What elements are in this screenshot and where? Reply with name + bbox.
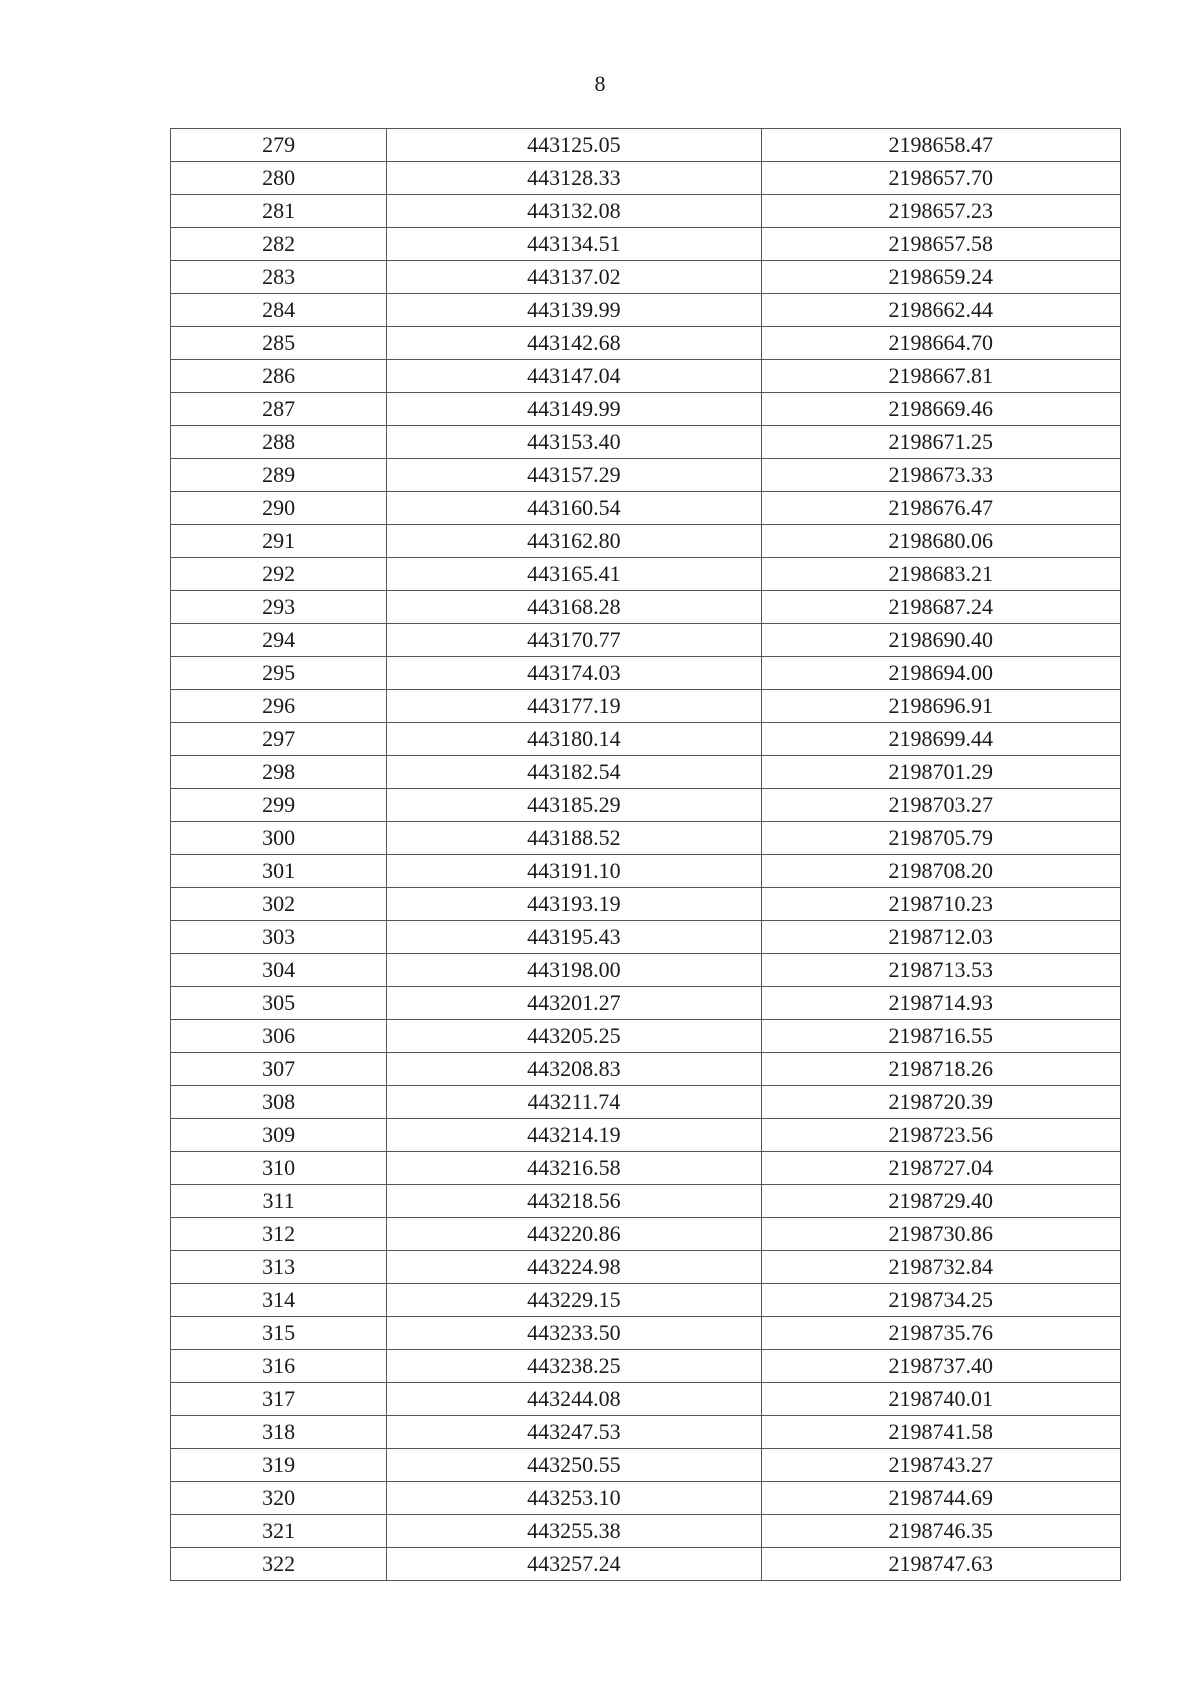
y-coordinate-cell: 2198657.23 (761, 195, 1120, 228)
y-coordinate-cell: 2198657.58 (761, 228, 1120, 261)
x-coordinate-cell: 443253.10 (387, 1482, 761, 1515)
table-row (171, 1086, 1121, 1119)
y-coordinate-cell: 2198714.93 (761, 987, 1120, 1020)
table-row (171, 1383, 1121, 1416)
y-coordinate-cell: 2198696.91 (761, 690, 1120, 723)
point-number-cell: 279 (171, 129, 387, 162)
x-coordinate-cell: 443162.80 (387, 525, 761, 558)
table-row (171, 756, 1121, 789)
x-coordinate-cell: 443132.08 (387, 195, 761, 228)
table-row (171, 327, 1121, 360)
point-number-cell: 300 (171, 822, 387, 855)
table-row (171, 624, 1121, 657)
point-number-cell: 315 (171, 1317, 387, 1350)
x-coordinate-cell: 443174.03 (387, 657, 761, 690)
y-coordinate-cell: 2198713.53 (761, 954, 1120, 987)
x-coordinate-cell: 443238.25 (387, 1350, 761, 1383)
y-coordinate-cell: 2198741.58 (761, 1416, 1120, 1449)
x-coordinate-cell: 443177.19 (387, 690, 761, 723)
point-number-cell: 308 (171, 1086, 387, 1119)
x-coordinate-cell: 443128.33 (387, 162, 761, 195)
x-coordinate-cell: 443142.68 (387, 327, 761, 360)
table-row (171, 657, 1121, 690)
point-number-cell: 307 (171, 1053, 387, 1086)
x-coordinate-cell: 443224.98 (387, 1251, 761, 1284)
x-coordinate-cell: 443185.29 (387, 789, 761, 822)
table-row (171, 1218, 1121, 1251)
table-row (171, 1185, 1121, 1218)
point-number-cell: 303 (171, 921, 387, 954)
y-coordinate-cell: 2198667.81 (761, 360, 1120, 393)
point-number-cell: 309 (171, 1119, 387, 1152)
x-coordinate-cell: 443218.56 (387, 1185, 761, 1218)
y-coordinate-cell: 2198664.70 (761, 327, 1120, 360)
point-number-cell: 321 (171, 1515, 387, 1548)
x-coordinate-cell: 443180.14 (387, 723, 761, 756)
table-row (171, 1350, 1121, 1383)
table-row (171, 393, 1121, 426)
y-coordinate-cell: 2198683.21 (761, 558, 1120, 591)
x-coordinate-cell: 443182.54 (387, 756, 761, 789)
point-number-cell: 286 (171, 360, 387, 393)
y-coordinate-cell: 2198658.47 (761, 129, 1120, 162)
point-number-cell: 305 (171, 987, 387, 1020)
table-row (171, 1284, 1121, 1317)
point-number-cell: 316 (171, 1350, 387, 1383)
point-number-cell: 301 (171, 855, 387, 888)
point-number-cell: 314 (171, 1284, 387, 1317)
table-row (171, 1119, 1121, 1152)
table-row (171, 822, 1121, 855)
y-coordinate-cell: 2198671.25 (761, 426, 1120, 459)
x-coordinate-cell: 443244.08 (387, 1383, 761, 1416)
table-row (171, 459, 1121, 492)
y-coordinate-cell: 2198699.44 (761, 723, 1120, 756)
point-number-cell: 298 (171, 756, 387, 789)
y-coordinate-cell: 2198705.79 (761, 822, 1120, 855)
point-number-cell: 306 (171, 1020, 387, 1053)
x-coordinate-cell: 443134.51 (387, 228, 761, 261)
point-number-cell: 304 (171, 954, 387, 987)
y-coordinate-cell: 2198729.40 (761, 1185, 1120, 1218)
y-coordinate-cell: 2198708.20 (761, 855, 1120, 888)
point-number-cell: 302 (171, 888, 387, 921)
x-coordinate-cell: 443160.54 (387, 492, 761, 525)
table-row (171, 195, 1121, 228)
x-coordinate-cell: 443149.99 (387, 393, 761, 426)
point-number-cell: 285 (171, 327, 387, 360)
y-coordinate-cell: 2198737.40 (761, 1350, 1120, 1383)
point-number-cell: 287 (171, 393, 387, 426)
y-coordinate-cell: 2198703.27 (761, 789, 1120, 822)
x-coordinate-cell: 443137.02 (387, 261, 761, 294)
y-coordinate-cell: 2198716.55 (761, 1020, 1120, 1053)
x-coordinate-cell: 443205.25 (387, 1020, 761, 1053)
x-coordinate-cell: 443216.58 (387, 1152, 761, 1185)
point-number-cell: 311 (171, 1185, 387, 1218)
point-number-cell: 299 (171, 789, 387, 822)
y-coordinate-cell: 2198680.06 (761, 525, 1120, 558)
y-coordinate-cell: 2198720.39 (761, 1086, 1120, 1119)
x-coordinate-cell: 443170.77 (387, 624, 761, 657)
point-number-cell: 318 (171, 1416, 387, 1449)
table-row (171, 888, 1121, 921)
point-number-cell: 296 (171, 690, 387, 723)
table-row (171, 1317, 1121, 1350)
y-coordinate-cell: 2198743.27 (761, 1449, 1120, 1482)
table-row (171, 954, 1121, 987)
table-row (171, 723, 1121, 756)
x-coordinate-cell: 443195.43 (387, 921, 761, 954)
point-number-cell: 322 (171, 1548, 387, 1581)
y-coordinate-cell: 2198718.26 (761, 1053, 1120, 1086)
table-row (171, 690, 1121, 723)
point-number-cell: 282 (171, 228, 387, 261)
table-row (171, 1482, 1121, 1515)
point-number-cell: 320 (171, 1482, 387, 1515)
x-coordinate-cell: 443165.41 (387, 558, 761, 591)
y-coordinate-cell: 2198659.24 (761, 261, 1120, 294)
x-coordinate-cell: 443247.53 (387, 1416, 761, 1449)
x-coordinate-cell: 443153.40 (387, 426, 761, 459)
x-coordinate-cell: 443168.28 (387, 591, 761, 624)
table-row (171, 1053, 1121, 1086)
y-coordinate-cell: 2198687.24 (761, 591, 1120, 624)
table-row (171, 921, 1121, 954)
table-row (171, 360, 1121, 393)
x-coordinate-cell: 443198.00 (387, 954, 761, 987)
x-coordinate-cell: 443188.52 (387, 822, 761, 855)
point-number-cell: 284 (171, 294, 387, 327)
y-coordinate-cell: 2198676.47 (761, 492, 1120, 525)
y-coordinate-cell: 2198735.76 (761, 1317, 1120, 1350)
y-coordinate-cell: 2198673.33 (761, 459, 1120, 492)
table-row (171, 1515, 1121, 1548)
table-row (171, 294, 1121, 327)
point-number-cell: 283 (171, 261, 387, 294)
table-row (171, 1548, 1121, 1581)
x-coordinate-cell: 443193.19 (387, 888, 761, 921)
x-coordinate-cell: 443220.86 (387, 1218, 761, 1251)
x-coordinate-cell: 443214.19 (387, 1119, 761, 1152)
point-number-cell: 293 (171, 591, 387, 624)
x-coordinate-cell: 443125.05 (387, 129, 761, 162)
y-coordinate-cell: 2198690.40 (761, 624, 1120, 657)
y-coordinate-cell: 2198701.29 (761, 756, 1120, 789)
table-row (171, 426, 1121, 459)
table-row (171, 558, 1121, 591)
y-coordinate-cell: 2198734.25 (761, 1284, 1120, 1317)
y-coordinate-cell: 2198662.44 (761, 294, 1120, 327)
point-number-cell: 317 (171, 1383, 387, 1416)
x-coordinate-cell: 443250.55 (387, 1449, 761, 1482)
point-number-cell: 292 (171, 558, 387, 591)
x-coordinate-cell: 443157.29 (387, 459, 761, 492)
point-number-cell: 310 (171, 1152, 387, 1185)
point-number-cell: 294 (171, 624, 387, 657)
y-coordinate-cell: 2198730.86 (761, 1218, 1120, 1251)
table-row (171, 591, 1121, 624)
y-coordinate-cell: 2198657.70 (761, 162, 1120, 195)
table-row (171, 987, 1121, 1020)
point-number-cell: 289 (171, 459, 387, 492)
x-coordinate-cell: 443201.27 (387, 987, 761, 1020)
table-row (171, 1152, 1121, 1185)
table-row (171, 162, 1121, 195)
y-coordinate-cell: 2198732.84 (761, 1251, 1120, 1284)
table-row (171, 789, 1121, 822)
y-coordinate-cell: 2198740.01 (761, 1383, 1120, 1416)
coordinate-table (170, 128, 1121, 1581)
point-number-cell: 288 (171, 426, 387, 459)
table-row (171, 1251, 1121, 1284)
table-row (171, 129, 1121, 162)
table-row (171, 1416, 1121, 1449)
point-number-cell: 280 (171, 162, 387, 195)
x-coordinate-cell: 443147.04 (387, 360, 761, 393)
page-number: 8 (594, 71, 606, 96)
table-row (171, 855, 1121, 888)
table-row (171, 492, 1121, 525)
y-coordinate-cell: 2198746.35 (761, 1515, 1120, 1548)
table-row (171, 261, 1121, 294)
point-number-cell: 291 (171, 525, 387, 558)
y-coordinate-cell: 2198727.04 (761, 1152, 1120, 1185)
y-coordinate-cell: 2198694.00 (761, 657, 1120, 690)
point-number-cell: 313 (171, 1251, 387, 1284)
point-number-cell: 297 (171, 723, 387, 756)
table-row (171, 1449, 1121, 1482)
point-number-cell: 312 (171, 1218, 387, 1251)
x-coordinate-cell: 443139.99 (387, 294, 761, 327)
x-coordinate-cell: 443208.83 (387, 1053, 761, 1086)
y-coordinate-cell: 2198744.69 (761, 1482, 1120, 1515)
point-number-cell: 290 (171, 492, 387, 525)
y-coordinate-cell: 2198710.23 (761, 888, 1120, 921)
y-coordinate-cell: 2198669.46 (761, 393, 1120, 426)
table-row (171, 1020, 1121, 1053)
x-coordinate-cell: 443233.50 (387, 1317, 761, 1350)
y-coordinate-cell: 2198712.03 (761, 921, 1120, 954)
point-number-cell: 295 (171, 657, 387, 690)
x-coordinate-cell: 443211.74 (387, 1086, 761, 1119)
table-row (171, 228, 1121, 261)
y-coordinate-cell: 2198723.56 (761, 1119, 1120, 1152)
x-coordinate-cell: 443191.10 (387, 855, 761, 888)
point-number-cell: 319 (171, 1449, 387, 1482)
coordinate-table-body (171, 129, 1121, 1581)
x-coordinate-cell: 443255.38 (387, 1515, 761, 1548)
point-number-cell: 281 (171, 195, 387, 228)
table-row (171, 525, 1121, 558)
y-coordinate-cell: 2198747.63 (761, 1548, 1120, 1581)
x-coordinate-cell: 443257.24 (387, 1548, 761, 1581)
x-coordinate-cell: 443229.15 (387, 1284, 761, 1317)
